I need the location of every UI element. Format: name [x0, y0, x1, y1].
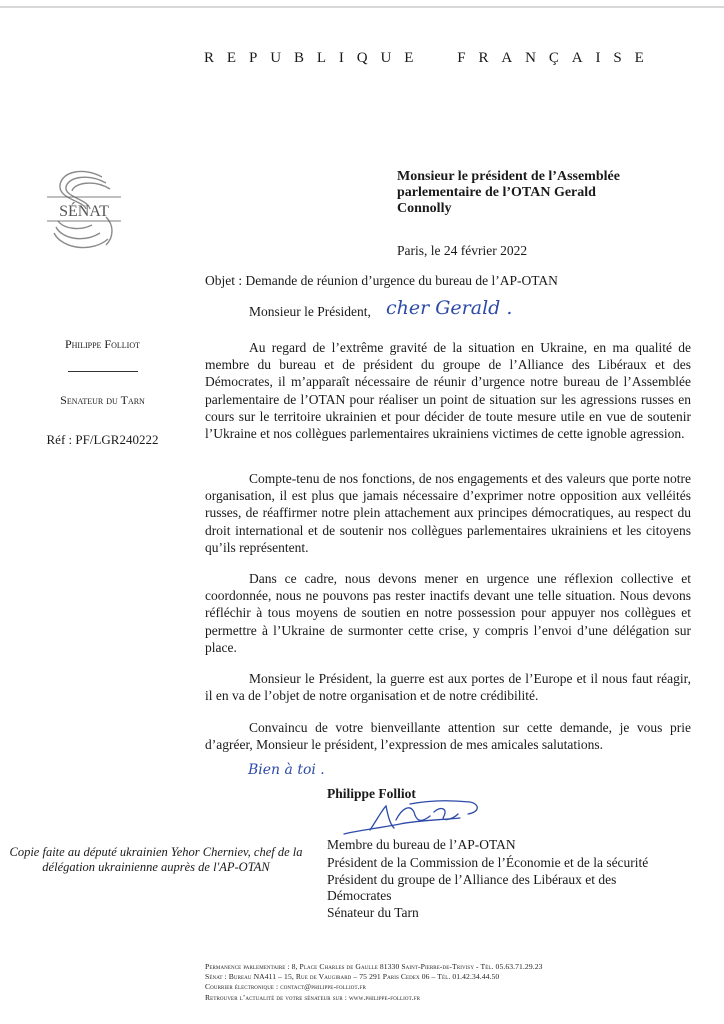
- reference: Réf : PF/LGR240222: [46, 432, 159, 447]
- header-letter: R: [204, 50, 215, 66]
- paragraph-1: Au regard de l’extrême gravité de la situation en Ukraine, en ma qualité de membre du bureau et de président du groupe de l’Alliance des Libéraux et des Démocrates, il m’apparaît nécessaire de réunir d’urgence notre bureau de l’Assemblée parlementaire de l’OTAN pour réaliser un point de situation sur les agressions russes en cours sur le territoire ukrainien et pour décider de toute mesure utile en vue de soutenir l’Ukraine et nos collègues parlementaires ukrainiens victimes de cette ignoble agression.: [205, 340, 691, 442]
- role-line: Sénateur du Tarn: [327, 905, 419, 920]
- paragraph-5: Convaincu de votre bienveillante attention sur cette demande, je vous prie d’agréer, Monsieur le président, l’expression de mes amicales salutations.: [205, 720, 691, 753]
- republic-header: [204, 50, 644, 67]
- header-letter: A: [571, 50, 583, 66]
- handwritten-closing: Bien à toi .: [248, 762, 325, 778]
- sidebar-divider: [68, 371, 138, 372]
- header-gap: [426, 50, 444, 67]
- recipient-line: parlementaire de l’OTAN Gerald: [397, 185, 596, 200]
- header-letter: Ç: [548, 50, 559, 66]
- senat-logo: [44, 165, 124, 257]
- header-letter: I: [338, 50, 344, 66]
- header-letter: R: [478, 50, 489, 66]
- sender-title: Senateur du Tarn: [60, 393, 145, 407]
- logo-text: SÉNAT: [59, 203, 109, 220]
- paragraph-2: Compte-tenu de nos fonctions, de nos engagements et des valeurs que porte notre organisation, il est plus que jamais nécessaire d’exprimer notre opposition aux velléités russes, de réaffirmer notre plein attachement aux principes démocratiques, au respect du droit international et de soutenir nos collègues parlementaires ukrainiens et les citoyens qu’ils représentent.: [205, 471, 691, 555]
- sender-name: Philippe Folliot: [64, 337, 140, 351]
- signature: [340, 790, 490, 840]
- header-letter: I: [595, 50, 601, 66]
- handwritten-salutation: cher Gerald .: [386, 297, 513, 319]
- recipient-block: [397, 169, 687, 217]
- header-letter: S: [613, 50, 622, 66]
- header-letter: Q: [356, 50, 368, 66]
- letter-object: Objet : Demande de réunion d’urgence du bureau de l’AP-OTAN: [205, 273, 558, 288]
- salutation: Monsieur le Président,: [249, 304, 371, 319]
- footer-line: Retrouver l’actualité de votre sénateur sur : www.philippe-folliot.fr: [205, 992, 421, 1002]
- header-letter: L: [316, 50, 327, 66]
- header-letter: U: [380, 50, 392, 66]
- header-letter: E: [634, 50, 644, 66]
- recipient-line: Monsieur le président de l’Assemblée: [397, 169, 620, 184]
- header-letter: A: [501, 50, 513, 66]
- header-letter: F: [457, 50, 466, 66]
- footer: [205, 962, 705, 1003]
- letter-date: Paris, le 24 février 2022: [397, 243, 528, 258]
- footer-line: Permanence parlementaire : 8, Place Charles de Gaulle 81330 Saint-Pierre-de-Trivisy - Tél. 05.63.71.29.23: [205, 962, 543, 971]
- header-letter: N: [525, 50, 536, 66]
- header-letter: B: [293, 50, 304, 66]
- footer-line: Sénat : Bureau NA411 – 15, Rue de Vaugirard – 75 291 Paris Cedex 06 – Tél. 01.42.34.44.50: [205, 972, 500, 982]
- top-border: [0, 6, 724, 8]
- role-line: Président de la Commission de l’Économie et de la sécurité: [327, 854, 649, 870]
- paragraph-4: Monsieur le Président, la guerre est aux portes de l’Europe et il nous faut réagir, il en va de l’objet de notre organisation et de notre crédibilité.: [205, 671, 691, 704]
- role-line: Président du groupe de l’Alliance des Libéraux et des Démocrates: [327, 872, 617, 903]
- header-letter: P: [248, 50, 258, 66]
- header-letter: E: [226, 50, 237, 66]
- recipient-line: Connolly: [397, 201, 452, 216]
- signer-roles: [327, 837, 657, 923]
- role-line: Membre du bureau de l’AP-OTAN: [327, 837, 516, 852]
- signer-name: Philippe Folliot: [327, 786, 416, 801]
- paragraph-3: Dans ce cadre, nous devons mener en urgence une réflexion collective et coordonnée, nous ne pouvons pas rester inactifs devant une telle situation. Nous devons réfléchir à tous moyens de soutien en notre possession pour appuyer nos collègues et permettre à l’Ukraine de surmonter cette crise, y compris l’envoi d’une délégation sur place.: [205, 571, 691, 655]
- header-letter: E: [404, 50, 414, 66]
- header-letter: U: [270, 50, 282, 66]
- copy-note: Copie faite au député ukrainien Yehor Cherniev, chef de la délégation ukrainienne auprès de l'AP-OTAN: [9, 845, 303, 874]
- footer-line: Courrier électronique : contact@philippe-folliot.fr: [205, 982, 366, 992]
